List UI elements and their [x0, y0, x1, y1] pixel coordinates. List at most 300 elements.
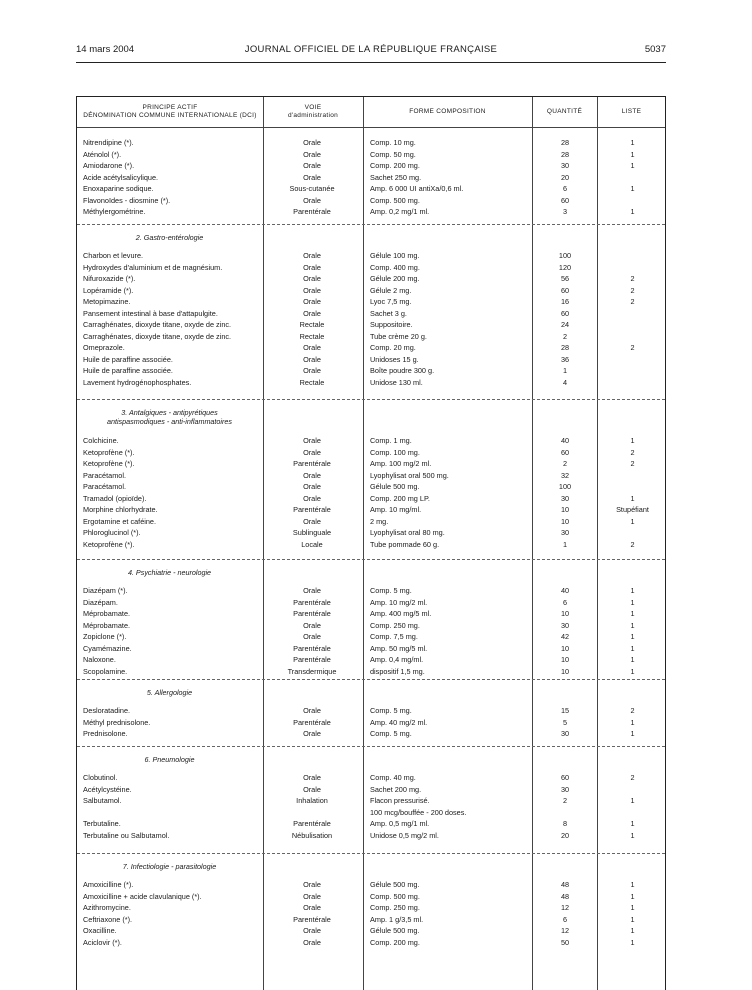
principe-cell: Aciclovir (*).: [83, 937, 122, 947]
forme-cell: Gélule 200 mg.: [370, 274, 420, 283]
quantite-cell: 30: [560, 528, 570, 537]
liste-cell: 1: [630, 903, 635, 912]
table-row: [77, 137, 665, 149]
forme-cell: 2 mg.: [370, 516, 389, 526]
table-row: [77, 160, 665, 172]
voie-cell: Nébulisation: [291, 830, 333, 840]
forme-cell: Unidose 130 ml.: [370, 377, 423, 387]
voie-cell: Orale: [303, 172, 321, 182]
liste-cell: 2: [630, 285, 635, 295]
forme-cell: Comp. 250 mg.: [370, 620, 420, 630]
principe-cell: Amoxicilline + acide clavulanique (*).: [83, 891, 202, 901]
quantite-cell: 10: [560, 516, 570, 526]
table-row: [77, 937, 665, 949]
principe-cell: Azithromycine.: [83, 903, 131, 912]
voie-cell: Orale: [303, 891, 321, 901]
table-row: [77, 784, 665, 796]
section-title-line: 2. Gastro-entérologie: [135, 233, 204, 242]
forme-cell: Unidose 0,5 mg/2 ml.: [370, 830, 439, 840]
forme-cell: Lyophylisat oral 500 mg.: [370, 470, 449, 480]
principe-cell: Ergotamine et caféine.: [83, 516, 157, 526]
principe-cell: Aténolol (*).: [83, 149, 122, 159]
forme-cell: Comp. 5 mg.: [370, 729, 412, 738]
table-row: [77, 481, 665, 493]
quantite-cell: 60: [560, 285, 570, 295]
table-row: [77, 807, 665, 819]
table-row: [77, 296, 665, 308]
column-header-voie-line2: d'administration: [287, 112, 339, 119]
voie-cell: Rectale: [299, 320, 325, 329]
quantite-cell: 4: [562, 377, 568, 387]
quantite-cell: 120: [558, 262, 572, 272]
voie-cell: Parentérale: [293, 609, 331, 618]
quantite-cell: 10: [560, 666, 570, 676]
voie-cell: Orale: [303, 262, 321, 272]
liste-cell: 2: [630, 706, 635, 715]
forme-cell: Comp. 200 mg.: [370, 161, 420, 170]
principe-cell: Colchicine.: [83, 436, 119, 445]
section-title: [77, 233, 262, 242]
principe-cell: Méprobamate.: [83, 609, 131, 618]
quantite-cell: 60: [560, 308, 570, 318]
table-row: [77, 631, 665, 643]
table-row: [77, 377, 665, 389]
forme-cell: Comp. 400 mg.: [370, 262, 420, 272]
table-row: [77, 183, 665, 195]
voie-cell: Orale: [303, 773, 321, 782]
principe-cell: Paracétamol.: [83, 470, 126, 480]
liste-cell: 2: [630, 447, 635, 457]
section-title-line: 3. Antalgiques - antipyrétiques: [121, 408, 218, 417]
voie-cell: Inhalation: [296, 796, 328, 805]
quantite-cell: 20: [560, 172, 570, 182]
liste-cell: 1: [630, 891, 635, 901]
quantite-cell: 1: [562, 366, 568, 375]
voie-cell: Transdermique: [287, 666, 337, 676]
table-row: [77, 705, 665, 717]
principe-cell: Terbutaline.: [83, 819, 121, 828]
section-title: [77, 568, 262, 577]
principe-cell: Clobutinol.: [83, 773, 118, 782]
liste-cell: Stupéfiant: [616, 505, 649, 514]
principe-cell: Acide acétylsalicylique.: [83, 172, 159, 182]
forme-cell: Comp. 20 mg.: [370, 343, 416, 352]
voie-cell: Orale: [303, 903, 321, 912]
voie-cell: Sublinguale: [292, 528, 332, 537]
quantite-cell: 28: [560, 138, 570, 147]
forme-cell: Lyophylisat oral 80 mg.: [370, 528, 445, 537]
liste-cell: 2: [630, 297, 635, 306]
voie-cell: Parentérale: [293, 597, 331, 607]
principe-cell: Huile de paraffine associée.: [83, 354, 173, 364]
journal-title: JOURNAL OFFICIEL DE LA RÉPUBLIQUE FRANÇAISE: [244, 44, 498, 55]
quantite-cell: 30: [560, 493, 570, 503]
quantite-cell: 60: [560, 773, 570, 782]
forme-cell: Gélule 500 mg.: [370, 926, 420, 935]
liste-cell: 1: [630, 138, 635, 147]
liste-cell: 1: [630, 926, 635, 935]
principe-cell: Ceftriaxone (*).: [83, 914, 133, 924]
principe-cell: Scopolamine.: [83, 666, 128, 676]
forme-cell: Tube crème 20 g.: [370, 331, 427, 341]
voie-cell: Parentérale: [293, 643, 331, 653]
voie-cell: Orale: [303, 297, 321, 306]
forme-cell: Comp. 5 mg.: [370, 706, 412, 715]
section-separator: [77, 679, 665, 680]
principe-cell: Carraghénates, dioxyde titane, oxyde de zinc.: [83, 320, 232, 329]
section-separator: [77, 559, 665, 560]
column-header-liste: [597, 97, 666, 127]
voie-cell: Orale: [303, 482, 321, 491]
column-header-quantite-label: QUANTITÉ: [546, 108, 583, 115]
liste-cell: 1: [630, 436, 635, 445]
column-header-forme-label: FORME COMPOSITION: [409, 108, 486, 115]
voie-cell: Orale: [303, 493, 321, 503]
liste-cell: 1: [630, 796, 635, 805]
column-header-liste-label: LISTE: [621, 108, 642, 115]
principe-cell: Terbutaline ou Salbutamol.: [83, 830, 170, 840]
table-row: [77, 458, 665, 470]
voie-cell: Parentérale: [293, 655, 331, 664]
quantite-cell: 48: [560, 880, 570, 889]
quantite-cell: 6: [562, 184, 568, 193]
table-row: [77, 493, 665, 505]
quantite-cell: 5: [562, 717, 568, 727]
table-row: [77, 273, 665, 285]
quantite-cell: 8: [562, 819, 568, 828]
forme-cell: dispositif 1,5 mg.: [370, 666, 425, 676]
principe-cell: Omeprazole.: [83, 343, 125, 352]
quantite-cell: 28: [560, 343, 570, 352]
liste-cell: 1: [630, 586, 635, 595]
forme-cell: Amp. 100 mg/2 ml.: [370, 459, 432, 468]
principe-cell: Salbutamol.: [83, 796, 122, 805]
principe-cell: Ketoprofène (*).: [83, 447, 135, 457]
quantite-cell: 42: [560, 632, 570, 641]
liste-cell: 1: [630, 729, 635, 738]
forme-cell: Amp. 1 g/3,5 ml.: [370, 914, 424, 924]
table-row: [77, 365, 665, 377]
principe-cell: Amiodarone (*).: [83, 161, 135, 170]
quantite-cell: 24: [560, 320, 570, 329]
principe-cell: Acétylcystéine.: [83, 784, 132, 794]
table-row: [77, 172, 665, 184]
quantite-cell: 50: [560, 937, 570, 947]
voie-cell: Orale: [303, 274, 321, 283]
principe-cell: Lavement hydrogénophosphates.: [83, 377, 192, 387]
table-row: [77, 206, 665, 218]
principe-cell: Desloratadine.: [83, 706, 131, 715]
table-row: [77, 654, 665, 666]
section-separator: [77, 224, 665, 225]
voie-cell: Orale: [303, 251, 321, 260]
principe-cell: Metopimazine.: [83, 297, 131, 306]
quantite-cell: 40: [560, 436, 570, 445]
table-row: [77, 308, 665, 320]
section-title-line: 5. Allergologie: [146, 688, 193, 697]
column-header-principe-line1: PRINCIPE ACTIF: [142, 104, 198, 111]
table-row: [77, 717, 665, 729]
forme-cell: Amp. 40 mg/2 ml.: [370, 717, 428, 727]
table-row: [77, 331, 665, 343]
liste-cell: 2: [630, 539, 635, 549]
liste-cell: 1: [630, 937, 635, 947]
principe-cell: Cyamémazine.: [83, 643, 132, 653]
principe-cell: Paracétamol.: [83, 482, 126, 491]
liste-cell: 1: [630, 632, 635, 641]
voie-cell: Parentérale: [293, 717, 331, 727]
table-row: [77, 447, 665, 459]
liste-cell: 1: [630, 597, 635, 607]
table-row: [77, 354, 665, 366]
voie-cell: Orale: [303, 784, 321, 794]
voie-cell: Orale: [303, 149, 321, 159]
table-row: [77, 728, 665, 740]
quantite-cell: 10: [560, 643, 570, 653]
principe-cell: Nitrendipine (*).: [83, 138, 134, 147]
voie-cell: Orale: [303, 586, 321, 595]
quantite-cell: 12: [560, 903, 570, 912]
principe-cell: Tramadol (opioïde).: [83, 493, 147, 503]
quantite-cell: 30: [560, 784, 570, 794]
section-separator: [77, 853, 665, 854]
column-header-principe: [77, 97, 263, 127]
voie-cell: Parentérale: [293, 207, 331, 216]
voie-cell: Orale: [303, 354, 321, 364]
quantite-cell: 3: [562, 207, 568, 216]
table-row: [77, 285, 665, 297]
voie-cell: Parentérale: [293, 819, 331, 828]
page-number: 5037: [644, 44, 666, 55]
table-row: [77, 772, 665, 784]
table-row: [77, 914, 665, 926]
principe-cell: Zopiclone (*).: [83, 632, 127, 641]
principe-cell: Phloroglucinol (*).: [83, 528, 141, 537]
liste-cell: 1: [630, 493, 635, 503]
principe-cell: Pansement intestinal à base d'attapulgite.: [83, 308, 218, 318]
forme-cell: Flacon pressurisé.: [370, 796, 430, 805]
principe-cell: Huile de paraffine associée.: [83, 366, 173, 375]
section-title: [77, 755, 262, 764]
column-header-forme: [363, 97, 532, 127]
liste-cell: 1: [630, 161, 635, 170]
principe-cell: Hydroxydes d'aluminium et de magnésium.: [83, 262, 223, 272]
voie-cell: Orale: [303, 343, 321, 352]
forme-cell: Suppositoire.: [370, 320, 413, 329]
table-row: [77, 195, 665, 207]
table-row: [77, 620, 665, 632]
header-rule: [76, 62, 666, 63]
principe-cell: Amoxicilline (*).: [83, 880, 134, 889]
table-row: [77, 504, 665, 516]
section-separator: [77, 399, 665, 400]
voie-cell: Orale: [303, 880, 321, 889]
quantite-cell: 30: [560, 620, 570, 630]
quantite-cell: 60: [560, 195, 570, 205]
voie-cell: Rectale: [299, 377, 325, 387]
forme-cell: Lyoc 7,5 mg.: [370, 297, 412, 306]
table-row: [77, 795, 665, 807]
principe-cell: Ketoprofène (*).: [83, 459, 135, 468]
voie-cell: Sous-cutanée: [289, 184, 335, 193]
voie-cell: Orale: [303, 195, 321, 205]
forme-cell: Comp. 500 mg.: [370, 195, 420, 205]
section-title-line: 4. Psychiatrie - neurologie: [127, 568, 212, 577]
liste-cell: 2: [630, 459, 635, 468]
forme-cell: Amp. 0,2 mg/1 ml.: [370, 207, 430, 216]
voie-cell: Locale: [301, 539, 323, 549]
forme-cell: Gélule 100 mg.: [370, 251, 420, 260]
liste-cell: 1: [630, 620, 635, 630]
liste-cell: 1: [630, 643, 635, 653]
principe-cell: Diazépam.: [83, 597, 118, 607]
column-header-principe-line2: DÉNOMINATION COMMUNE INTERNATIONALE (DCI): [83, 112, 257, 119]
forme-cell: Boîte poudre 300 g.: [370, 366, 435, 375]
forme-cell: Comp. 7,5 mg.: [370, 632, 418, 641]
table-row: [77, 666, 665, 678]
table-row: [77, 925, 665, 937]
principe-cell: Ketoprofène (*).: [83, 539, 135, 549]
section-separator: [77, 746, 665, 747]
voie-cell: Orale: [303, 138, 321, 147]
forme-cell: Comp. 40 mg.: [370, 773, 416, 782]
forme-cell: Comp. 50 mg.: [370, 149, 416, 159]
liste-cell: 1: [630, 880, 635, 889]
table-row: [77, 585, 665, 597]
medication-table: [76, 96, 666, 990]
voie-cell: Orale: [303, 632, 321, 641]
principe-cell: Nifuroxazide (*).: [83, 274, 136, 283]
quantite-cell: 10: [560, 655, 570, 664]
voie-cell: Orale: [303, 937, 321, 947]
voie-cell: Orale: [303, 436, 321, 445]
principe-cell: Méprobamate.: [83, 620, 131, 630]
table-row: [77, 262, 665, 274]
forme-cell: Comp. 100 mg.: [370, 447, 420, 457]
liste-cell: 1: [630, 830, 635, 840]
voie-cell: Parentérale: [293, 459, 331, 468]
quantite-cell: 10: [560, 609, 570, 618]
forme-cell: Amp. 50 mg/5 ml.: [370, 643, 428, 653]
principe-cell: Lopéramide (*).: [83, 285, 134, 295]
forme-cell: Comp. 200 mg.: [370, 937, 420, 947]
forme-cell: Sachet 250 mg.: [370, 172, 422, 182]
table-row: [77, 435, 665, 447]
liste-cell: 2: [630, 343, 635, 352]
voie-cell: Orale: [303, 926, 321, 935]
page-header: [76, 44, 666, 58]
quantite-cell: 2: [562, 331, 568, 341]
forme-cell: Comp. 200 mg LP.: [370, 493, 430, 503]
column-header-voie: [263, 97, 363, 127]
liste-cell: 1: [630, 149, 635, 159]
liste-cell: 1: [630, 819, 635, 828]
quantite-cell: 20: [560, 830, 570, 840]
liste-cell: 1: [630, 666, 635, 676]
table-row: [77, 342, 665, 354]
liste-cell: 1: [630, 207, 635, 216]
forme-cell: Amp. 400 mg/5 ml.: [370, 609, 432, 618]
table-row: [77, 879, 665, 891]
principe-cell: Flavonoïdes - diosmine (*).: [83, 195, 171, 205]
quantite-cell: 16: [560, 297, 570, 306]
quantite-cell: 40: [560, 586, 570, 595]
forme-cell: Unidoses 15 g.: [370, 354, 419, 364]
principe-cell: Méthyl prednisolone.: [83, 717, 151, 727]
forme-cell: Comp. 500 mg.: [370, 891, 420, 901]
forme-cell: Comp. 10 mg.: [370, 138, 416, 147]
quantite-cell: 1: [562, 539, 568, 549]
forme-cell: Amp. 6 000 UI antiXa/0,6 ml.: [370, 184, 464, 193]
forme-cell: Comp. 250 mg.: [370, 903, 420, 912]
quantite-cell: 15: [560, 706, 570, 715]
voie-cell: Rectale: [299, 331, 325, 341]
liste-cell: 1: [630, 184, 635, 193]
section-title: [77, 862, 262, 871]
forme-cell: Gélule 2 mg.: [370, 285, 412, 295]
quantite-cell: 10: [560, 505, 570, 514]
forme-cell: Gélule 500 mg.: [370, 880, 420, 889]
liste-cell: 1: [630, 914, 635, 924]
section-title-line: antispasmodiques - anti-inflammatoires: [106, 417, 233, 426]
principe-cell: Carraghénates, dioxyde titane, oxyde de zinc.: [83, 331, 232, 341]
quantite-cell: 6: [562, 597, 568, 607]
forme-cell: 100 mcg/bouffée - 200 doses.: [370, 807, 467, 817]
voie-cell: Orale: [303, 706, 321, 715]
table-row: [77, 643, 665, 655]
table-row: [77, 818, 665, 830]
table-row: [77, 319, 665, 331]
voie-cell: Orale: [303, 470, 321, 480]
voie-cell: Orale: [303, 366, 321, 375]
quantite-cell: 36: [560, 354, 570, 364]
voie-cell: Parentérale: [293, 505, 331, 514]
liste-cell: 1: [630, 655, 635, 664]
quantite-cell: 60: [560, 447, 570, 457]
forme-cell: Tube pommade 60 g.: [370, 539, 440, 549]
quantite-cell: 12: [560, 926, 570, 935]
forme-cell: Amp. 0,5 mg/1 ml.: [370, 819, 430, 828]
column-header-quantite: [532, 97, 597, 127]
quantite-cell: 100: [558, 482, 572, 491]
quantite-cell: 100: [558, 251, 572, 260]
liste-cell: 2: [630, 773, 635, 782]
forme-cell: Amp. 10 mg/2 ml.: [370, 597, 428, 607]
liste-cell: 1: [630, 609, 635, 618]
table-row: [77, 902, 665, 914]
voie-cell: Orale: [303, 308, 321, 318]
section-title-line: 7. Infectiologie - parasitologie: [122, 862, 217, 871]
liste-cell: 1: [630, 717, 635, 727]
issue-date: 14 mars 2004: [76, 44, 135, 55]
quantite-cell: 30: [560, 161, 570, 170]
table-row: [77, 830, 665, 842]
forme-cell: Gélule 500 mg.: [370, 482, 420, 491]
quantite-cell: 32: [560, 470, 570, 480]
table-row: [77, 250, 665, 262]
voie-cell: Orale: [303, 620, 321, 630]
principe-cell: Diazépam (*).: [83, 586, 128, 595]
voie-cell: Orale: [303, 161, 321, 170]
principe-cell: Méthylergométrine.: [83, 207, 146, 216]
forme-cell: Comp. 1 mg.: [370, 436, 412, 445]
column-header-voie-line1: VOIE: [304, 104, 322, 111]
section-title-line: 6. Pneumologie: [144, 755, 195, 764]
principe-cell: Morphine chlorhydrate.: [83, 505, 158, 514]
voie-cell: Orale: [303, 285, 321, 295]
voie-cell: Orale: [303, 447, 321, 457]
quantite-cell: 2: [562, 796, 568, 805]
